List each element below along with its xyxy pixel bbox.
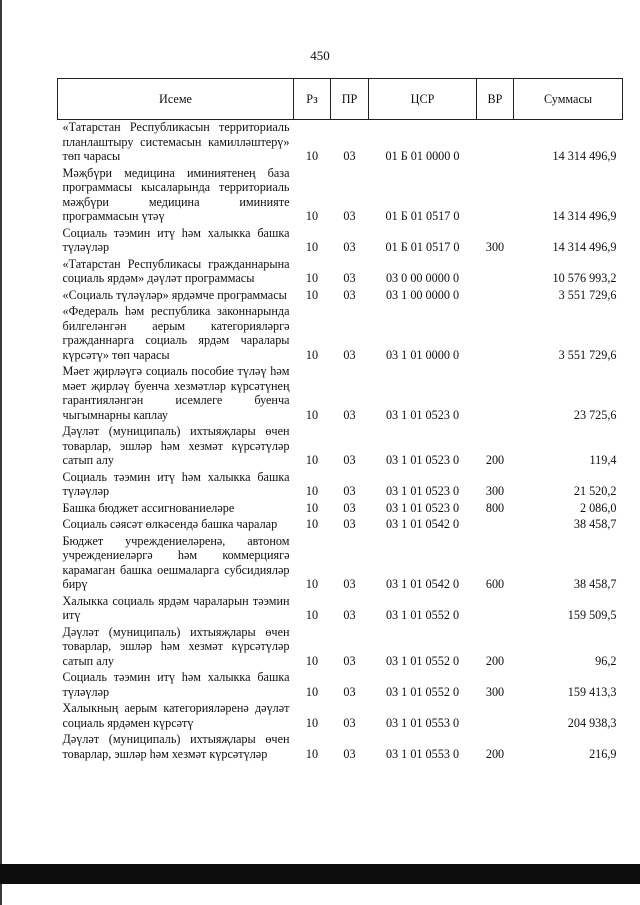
cell-csr: 01 Б 01 0000 0 [385, 149, 460, 163]
cell-sum: 204 938,3 [567, 715, 617, 730]
cell-pr: 03 [343, 484, 356, 498]
table-row [58, 501, 623, 518]
header-vr: ВР [477, 79, 514, 120]
table-row [58, 732, 623, 763]
cell-rz: 10 [305, 500, 319, 515]
cell-csr: 03 1 01 0523 0 [385, 484, 460, 498]
cell-rz: 10 [305, 149, 319, 163]
cell-csr: 03 1 01 0552 0 [385, 608, 460, 622]
cell-vr [477, 166, 514, 226]
cell-csr: 03 1 01 0542 0 [385, 517, 460, 531]
cell-sum: 14 314 496,9 [552, 209, 617, 223]
cell-csr: 03 1 01 0523 0 [385, 407, 460, 422]
cell-sum: 96,2 [595, 653, 617, 668]
table-row [58, 304, 623, 364]
cell-sum: 14 314 496,9 [552, 240, 617, 254]
cell-csr: 03 1 01 0542 0 [385, 577, 460, 591]
header-name: Исеме [58, 79, 294, 120]
page-number: 450 [310, 48, 330, 63]
table-row [58, 288, 623, 305]
table-row [58, 701, 623, 732]
cell-vr: 200 [485, 453, 505, 467]
cell-rz: 10 [305, 577, 319, 591]
cell-rz: 10 [305, 347, 319, 362]
cell-name: «Татарстан Республикасын территориаль планлаштыру системасын камилләштерү» төп чарасы [62, 120, 290, 163]
scan-edge [0, 0, 2, 905]
cell-name: Дәүләт (муниципаль) ихтыяҗлары өчен товарлар, эшләр һәм хезмәт күрсәтүләр [62, 732, 290, 761]
cell-name: Башка бюджет ассигнованиеләре [62, 500, 235, 515]
cell-name: Дәүләт (муниципаль) ихтыяҗлары өчен товарлар, эшләр һәм хезмәт күрсәтүләр сатып алу [62, 424, 290, 467]
cell-rz: 10 [305, 240, 319, 254]
cell-sum: 3 551 729,6 [558, 347, 617, 362]
cell-pr: 03 [343, 653, 356, 668]
cell-vr [477, 364, 514, 424]
cell-pr: 03 [343, 149, 356, 163]
cell-pr: 03 [343, 209, 356, 223]
table-row [58, 534, 623, 594]
table-row [58, 517, 623, 534]
cell-csr: 01 Б 01 0517 0 [385, 209, 460, 223]
cell-rz: 10 [305, 407, 319, 422]
cell-vr: 300 [485, 684, 505, 699]
cell-csr: 03 1 01 0553 0 [385, 715, 460, 730]
cell-csr: 03 1 01 0552 0 [385, 684, 460, 699]
cell-csr: 03 1 00 0000 0 [385, 287, 460, 302]
cell-name: Бюджет учреждениеләренә, автоном учреждениеләргә һәм коммерциягә карамаган башка оешмаларга субсидияләр бирү [62, 533, 290, 591]
cell-rz: 10 [305, 271, 319, 285]
cell-vr [477, 288, 514, 305]
cell-name: Халыкка социаль ярдәм чараларын тәэмин итү [62, 593, 290, 622]
header-sum: Суммасы [514, 79, 623, 120]
cell-sum: 119,4 [589, 453, 617, 467]
cell-sum: 21 520,2 [573, 484, 617, 498]
cell-name: Социаль тәэмин итү һәм халыкка башка түләүләр [62, 469, 290, 498]
header-pr: ПР [331, 79, 369, 120]
table-row [58, 670, 623, 701]
cell-vr [477, 701, 514, 732]
cell-rz: 10 [305, 484, 319, 498]
cell-rz: 10 [305, 684, 319, 699]
cell-sum: 216,9 [589, 746, 617, 761]
cell-name: Мәет җирләүгә социаль пособие түләү һәм мәет җирләү буенча хезмәтләр күрсәтүнең гарантияләнгән исемлеге буенча чыгымнарны каплау [62, 364, 290, 422]
cell-csr: 03 0 00 0000 0 [385, 271, 460, 285]
cell-name: Социаль тәэмин итү һәм халыкка башка түләүләр [62, 225, 290, 254]
table-row [58, 594, 623, 625]
cell-pr: 03 [343, 577, 356, 591]
table-row [58, 470, 623, 501]
header-rz: Рз [294, 79, 331, 120]
cell-vr [477, 257, 514, 288]
cell-sum: 38 458,7 [573, 517, 617, 531]
cell-sum: 38 458,7 [573, 577, 617, 591]
cell-rz: 10 [305, 209, 319, 223]
cell-name: «Федераль һәм республика законнарында билгеләнгән аерым категорияләргә гражданнарга социаль ярдәм чаралары күрсәтү» төп чарасы [62, 304, 290, 362]
table-row [58, 120, 623, 166]
table-row [58, 166, 623, 226]
cell-vr: 200 [485, 746, 505, 761]
cell-vr: 200 [485, 653, 505, 668]
cell-vr: 600 [485, 577, 505, 591]
cell-name: Халыкның аерым категорияләренә дәүләт социаль ярдәмен күрсәтү [62, 701, 290, 730]
cell-vr: 800 [485, 500, 505, 515]
cell-name: Дәүләт (муниципаль) ихтыяҗлары өчен товарлар, эшләр һәм хезмәт күрсәтүләр сатып алу [62, 624, 290, 668]
cell-pr: 03 [343, 453, 356, 467]
scan-bottom-bar [0, 864, 640, 884]
cell-name: «Татарстан Республикасы гражданнарына социаль ярдәм» дәүләт программасы [62, 256, 290, 285]
cell-vr: 300 [485, 484, 505, 498]
table-row [58, 257, 623, 288]
budget-table [57, 78, 623, 763]
cell-pr: 03 [343, 608, 356, 622]
cell-pr: 03 [343, 407, 356, 422]
cell-csr: 03 1 01 0000 0 [385, 347, 460, 362]
cell-name: Социаль тәэмин итү һәм халыкка башка түләүләр [62, 670, 290, 699]
cell-csr: 03 1 01 0523 0 [385, 453, 460, 467]
cell-pr: 03 [343, 500, 356, 515]
cell-vr [477, 304, 514, 364]
cell-rz: 10 [305, 517, 319, 531]
cell-sum: 3 551 729,6 [558, 287, 617, 302]
cell-pr: 03 [343, 715, 356, 730]
cell-rz: 10 [305, 287, 319, 302]
cell-vr [477, 594, 514, 625]
cell-pr: 03 [343, 347, 356, 362]
cell-vr [477, 120, 514, 166]
header-csr: ЦСР [369, 79, 477, 120]
cell-sum: 14 314 496,9 [552, 149, 617, 163]
cell-name: Социаль сәясәт өлкәсендә башка чаралар [62, 517, 278, 531]
table-row [58, 625, 623, 671]
cell-rz: 10 [305, 715, 319, 730]
cell-csr: 03 1 01 0553 0 [385, 746, 460, 761]
cell-pr: 03 [343, 517, 356, 531]
cell-vr [477, 517, 514, 534]
cell-pr: 03 [343, 271, 356, 285]
cell-sum: 159 413,3 [567, 684, 617, 699]
table-row [58, 424, 623, 470]
cell-sum: 159 509,5 [567, 608, 617, 622]
cell-sum: 23 725,6 [573, 407, 617, 422]
cell-rz: 10 [305, 608, 319, 622]
table-row [58, 226, 623, 257]
cell-name: Мәҗбүри медицина иминиятенең база программасы кысаларында территориаль мәҗбүри медицина иминияте программасын үтәү [62, 165, 290, 223]
cell-pr: 03 [343, 240, 356, 254]
cell-rz: 10 [305, 453, 319, 467]
cell-pr: 03 [343, 287, 356, 302]
cell-rz: 10 [305, 746, 319, 761]
cell-csr: 03 1 01 0523 0 [385, 500, 460, 515]
cell-vr: 300 [485, 240, 505, 254]
cell-rz: 10 [305, 653, 319, 668]
cell-csr: 03 1 01 0552 0 [385, 653, 460, 668]
table-row [58, 364, 623, 424]
cell-sum: 10 576 993,2 [552, 271, 617, 285]
cell-name: «Социаль түләүләр» ярдәмче программасы [62, 287, 287, 302]
cell-sum: 2 086,0 [579, 500, 617, 515]
table-header-row [58, 79, 623, 120]
cell-csr: 01 Б 01 0517 0 [385, 240, 460, 254]
cell-pr: 03 [343, 684, 356, 699]
cell-pr: 03 [343, 746, 356, 761]
